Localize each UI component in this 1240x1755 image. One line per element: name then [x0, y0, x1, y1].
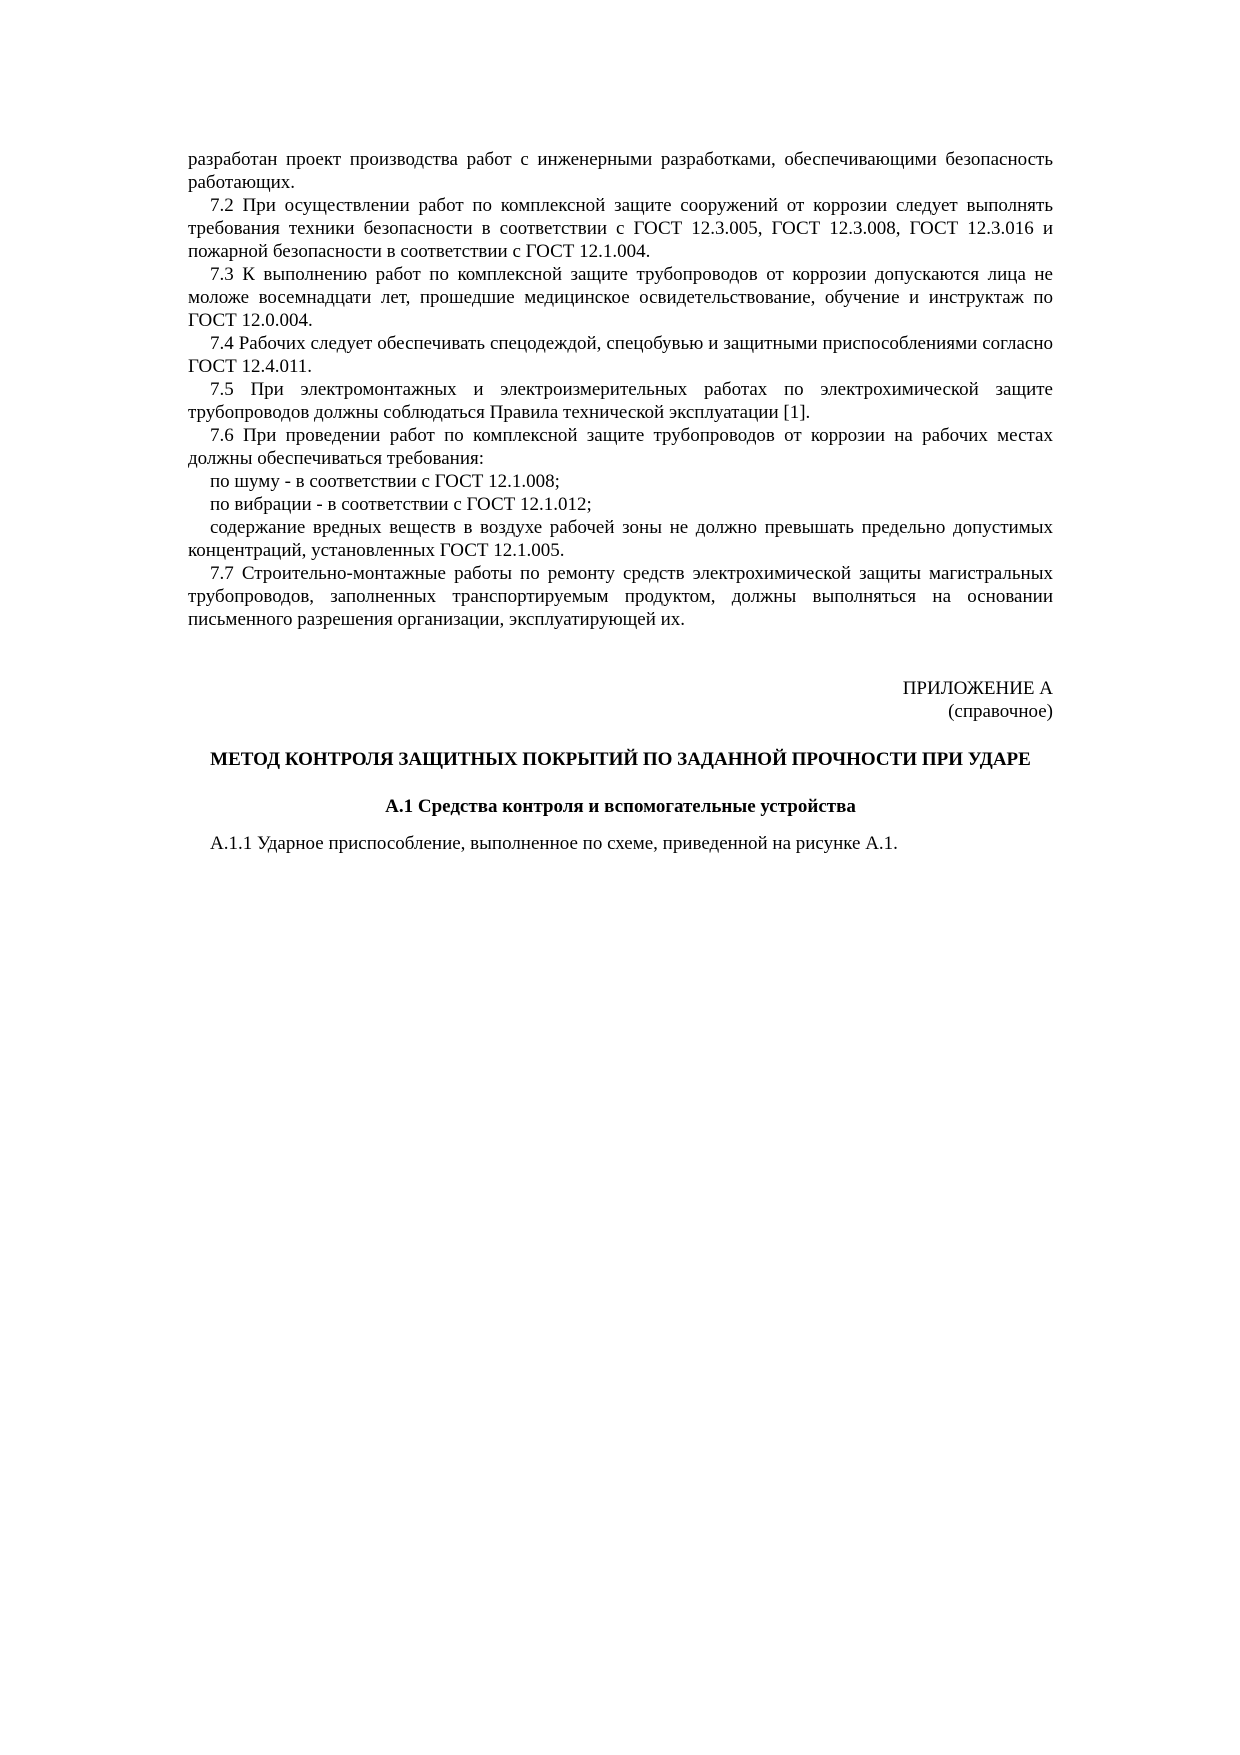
paragraph-continuation: разработан проект производства работ с инженерными разработками, обеспечивающими безопасность работающих. [188, 149, 1053, 193]
paragraph-vibration: по вибрации - в соответствии с ГОСТ 12.1.012; [210, 494, 592, 515]
section-a1-body [188, 832, 1053, 855]
paragraph-7-7: 7.7 Строительно-монтажные работы по ремонту средств электрохимической защиты магистральных трубопроводов, заполненных транспортируемым продуктом, должны выполняться на основании письменного разрешения организации, эксплуатирующей их. [188, 563, 1053, 630]
paragraph-7-4: 7.4 Рабочих следует обеспечивать спецодеждой, спецобувью и защитными приспособлениями согласно ГОСТ 12.4.011. [188, 333, 1053, 377]
paragraph-a-1-1: А.1.1 Ударное приспособление, выполненное по схеме, приведенной на рисунке А.1. [210, 833, 898, 854]
section-7-body [188, 148, 1053, 631]
document-page [188, 148, 1053, 855]
paragraph-noise: по шуму - в соответствии с ГОСТ 12.1.008; [210, 471, 560, 492]
paragraph-harmful-substances: содержание вредных веществ в воздухе рабочей зоны не должно превышать предельно допустимых концентраций, установленных ГОСТ 12.1.005. [188, 517, 1053, 561]
annex-a [188, 677, 1053, 855]
paragraph-7-2: 7.2 При осуществлении работ по комплексной защите сооружений от коррозии следует выполнять требования техники безопасности в соответствии с ГОСТ 12.3.005, ГОСТ 12.3.008, ГОСТ 12.3.016 и пожарной безопасности в соответствии с ГОСТ 12.1.004. [188, 195, 1053, 262]
paragraph-7-3: 7.3 К выполнению работ по комплексной защите трубопроводов от коррозии допускаются лица не моложе восемнадцати лет, прошедшие медицинское освидетельствование, обучение и инструктаж по ГОСТ 12.0.004. [188, 264, 1053, 331]
section-a1-title: А.1 Средства контроля и вспомогательные устройства [385, 796, 856, 817]
annex-title: МЕТОД КОНТРОЛЯ ЗАЩИТНЫХ ПОКРЫТИЙ ПО ЗАДАННОЙ ПРОЧНОСТИ ПРИ УДАРЕ [210, 749, 1031, 770]
annex-label: ПРИЛОЖЕНИЕ А [902, 678, 1053, 699]
paragraph-7-6: 7.6 При проведении работ по комплексной защите трубопроводов от коррозии на рабочих местах должны обеспечиваться требования: [188, 425, 1053, 469]
annex-kind: (справочное) [948, 701, 1053, 722]
paragraph-7-5: 7.5 При электромонтажных и электроизмерительных работах по электрохимической защите трубопроводов должны соблюдаться Правила технической эксплуатации [1]. [188, 379, 1053, 423]
spacer [188, 631, 1053, 677]
